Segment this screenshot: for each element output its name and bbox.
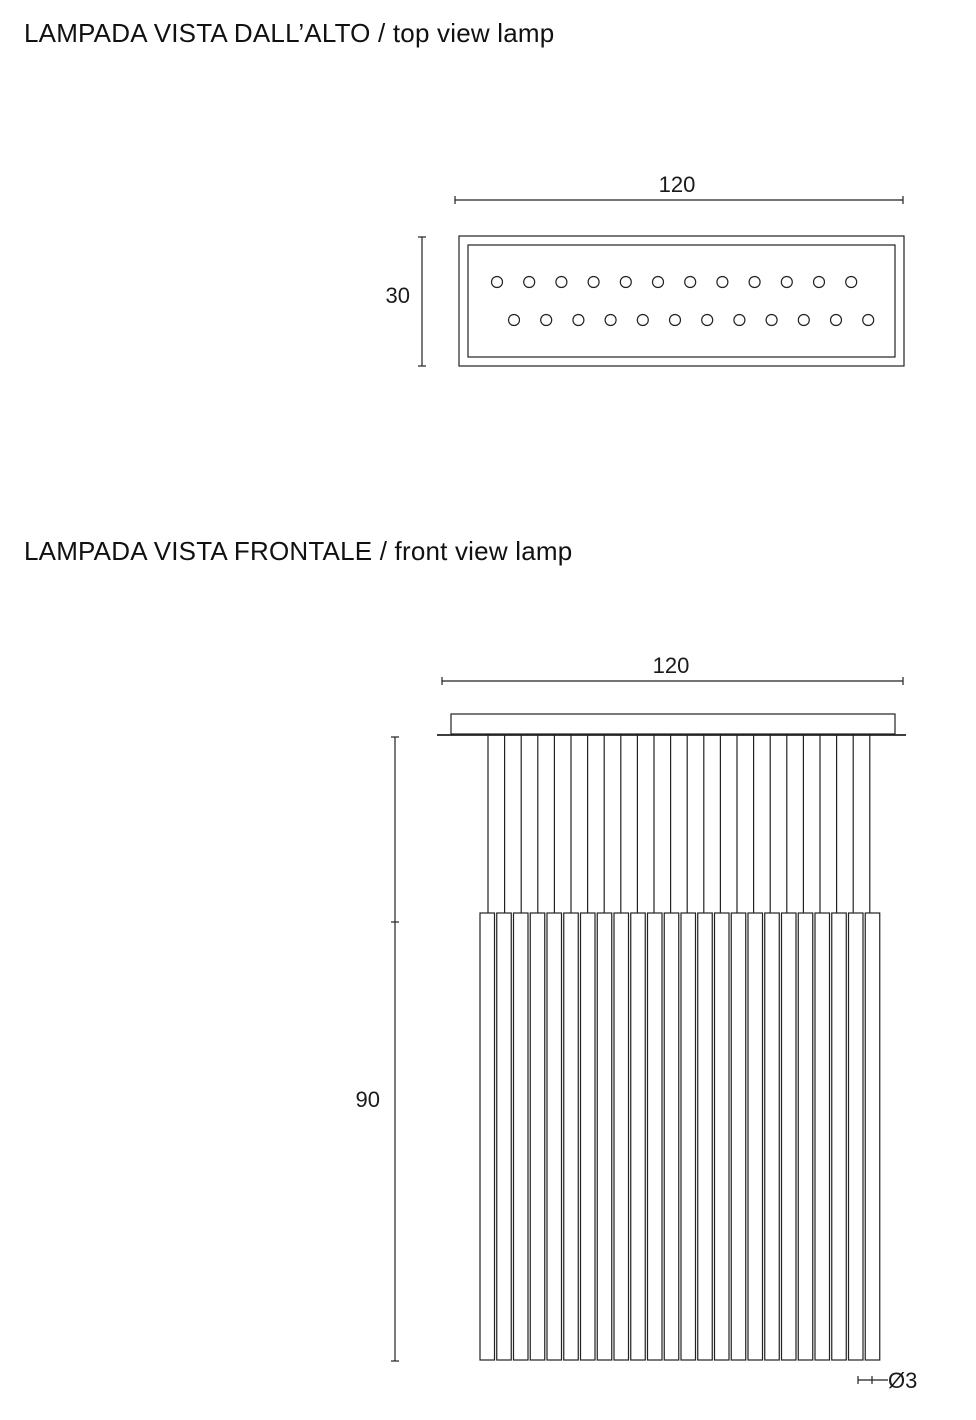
pendant-hole — [846, 277, 857, 288]
pendant-hole — [798, 315, 809, 326]
pendant-hole — [766, 315, 777, 326]
pendant-hole — [605, 315, 616, 326]
pendant-hole — [588, 277, 599, 288]
canopy-inner-outline — [468, 245, 895, 357]
pendant-hole — [831, 315, 842, 326]
pendant-tube — [832, 913, 847, 1360]
canopy-front-outline — [451, 714, 895, 734]
pendant-hole — [749, 277, 760, 288]
pendant-tube — [597, 913, 612, 1360]
pendant-hole — [556, 277, 567, 288]
pendant-tube — [715, 913, 730, 1360]
pendant-holes — [492, 277, 874, 326]
pendant-hole — [685, 277, 696, 288]
front-width-label: 120 — [652, 653, 690, 678]
pendant-hole — [734, 315, 745, 326]
top-width-label: 120 — [658, 172, 696, 197]
pendant-tube — [564, 913, 579, 1360]
pendant-tube — [748, 913, 763, 1360]
diameter-label: Ø3 — [888, 1368, 918, 1393]
pendant-hole — [670, 315, 681, 326]
pendant-tube — [849, 913, 864, 1360]
pendant-hole — [814, 277, 825, 288]
pendant-tube — [698, 913, 713, 1360]
pendant-tube — [865, 913, 880, 1360]
pendant-tube — [530, 913, 545, 1360]
pendant-tubes — [480, 913, 880, 1360]
front-view-heading: LAMPADA VISTA FRONTALE / front view lamp — [24, 536, 573, 566]
front-view-drawing — [391, 677, 906, 1384]
pendant-tube — [798, 913, 813, 1360]
pendant-hole — [637, 315, 648, 326]
front-height-label: 90 — [355, 1087, 380, 1112]
pendant-hole — [492, 277, 503, 288]
pendant-tube — [614, 913, 629, 1360]
pendant-hole — [781, 277, 792, 288]
pendant-tube — [631, 913, 646, 1360]
pendant-tube — [497, 913, 512, 1360]
pendant-tube — [480, 913, 495, 1360]
pendant-hole — [717, 277, 728, 288]
pendant-tube — [681, 913, 696, 1360]
pendant-hole — [541, 315, 552, 326]
canopy-outer-outline — [459, 236, 904, 366]
pendant-tube — [648, 913, 663, 1360]
pendant-tube — [581, 913, 596, 1360]
top-view-drawing — [418, 196, 904, 366]
pendant-tube — [664, 913, 679, 1360]
pendant-hole — [863, 315, 874, 326]
top-depth-label: 30 — [385, 283, 410, 308]
pendant-tube — [547, 913, 562, 1360]
pendant-tube — [815, 913, 830, 1360]
pendant-hole — [620, 277, 631, 288]
pendant-hole — [573, 315, 584, 326]
pendant-cables — [488, 735, 870, 913]
top-view-heading: LAMPADA VISTA DALL’ALTO / top view lamp — [24, 18, 555, 48]
pendant-tube — [782, 913, 797, 1360]
pendant-tube — [765, 913, 780, 1360]
pendant-hole — [702, 315, 713, 326]
pendant-tube — [514, 913, 529, 1360]
pendant-hole — [653, 277, 664, 288]
pendant-hole — [509, 315, 520, 326]
pendant-hole — [524, 277, 535, 288]
pendant-tube — [731, 913, 746, 1360]
